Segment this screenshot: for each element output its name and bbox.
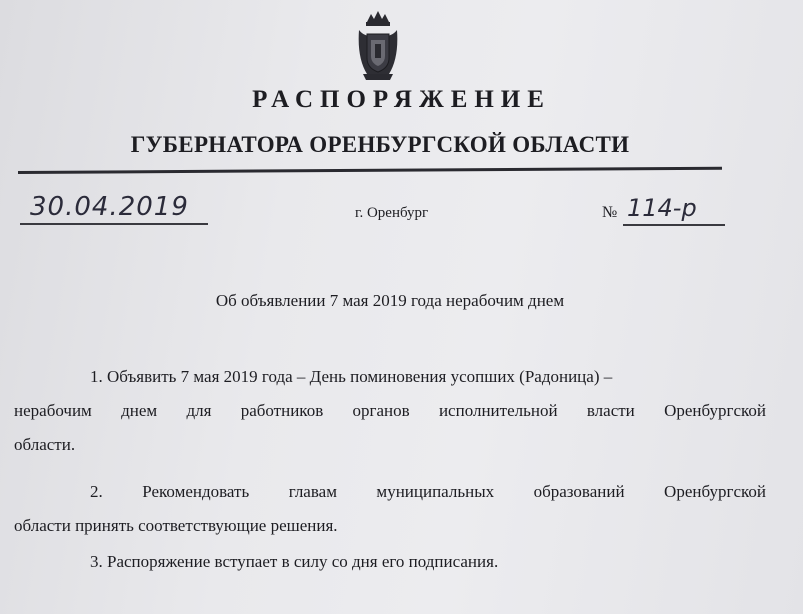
paragraph-3	[14, 545, 766, 579]
paragraph-line: области принять соответствующие решения.	[14, 516, 338, 535]
number-label: №	[602, 204, 618, 221]
header-divider	[18, 167, 722, 174]
document-subject: Об объявлении 7 мая 2019 года нерабочим днем	[215, 291, 565, 310]
coat-of-arms-icon	[355, 8, 401, 84]
handwritten-date: 30.04.2019	[30, 192, 189, 222]
paragraph-line: нерабочим днем для работников органов исполнительной власти Оренбургской	[14, 401, 766, 420]
number-underline	[623, 224, 725, 226]
handwritten-number: 114-р	[627, 194, 697, 222]
paragraph-line: 3. Распоряжение вступает в силу со дня его подписания.	[90, 552, 499, 571]
document-title: РАСПОРЯЖЕНИЕ	[252, 86, 551, 113]
paragraph-line: 2. Рекомендовать главам муниципальных образований Оренбургской	[90, 482, 766, 501]
date-underline	[20, 223, 208, 225]
document-subtitle: ГУБЕРНАТОРА ОРЕНБУРГСКОЙ ОБЛАСТИ	[130, 132, 630, 157]
paragraph-1	[14, 360, 766, 462]
paragraph-line: 1. Объявить 7 мая 2019 года – День поминовения усопших (Радоница) –	[90, 367, 613, 386]
city-label: г. Оренбург	[355, 205, 429, 221]
paragraph-2	[14, 475, 766, 543]
paragraph-line: области.	[14, 435, 76, 454]
